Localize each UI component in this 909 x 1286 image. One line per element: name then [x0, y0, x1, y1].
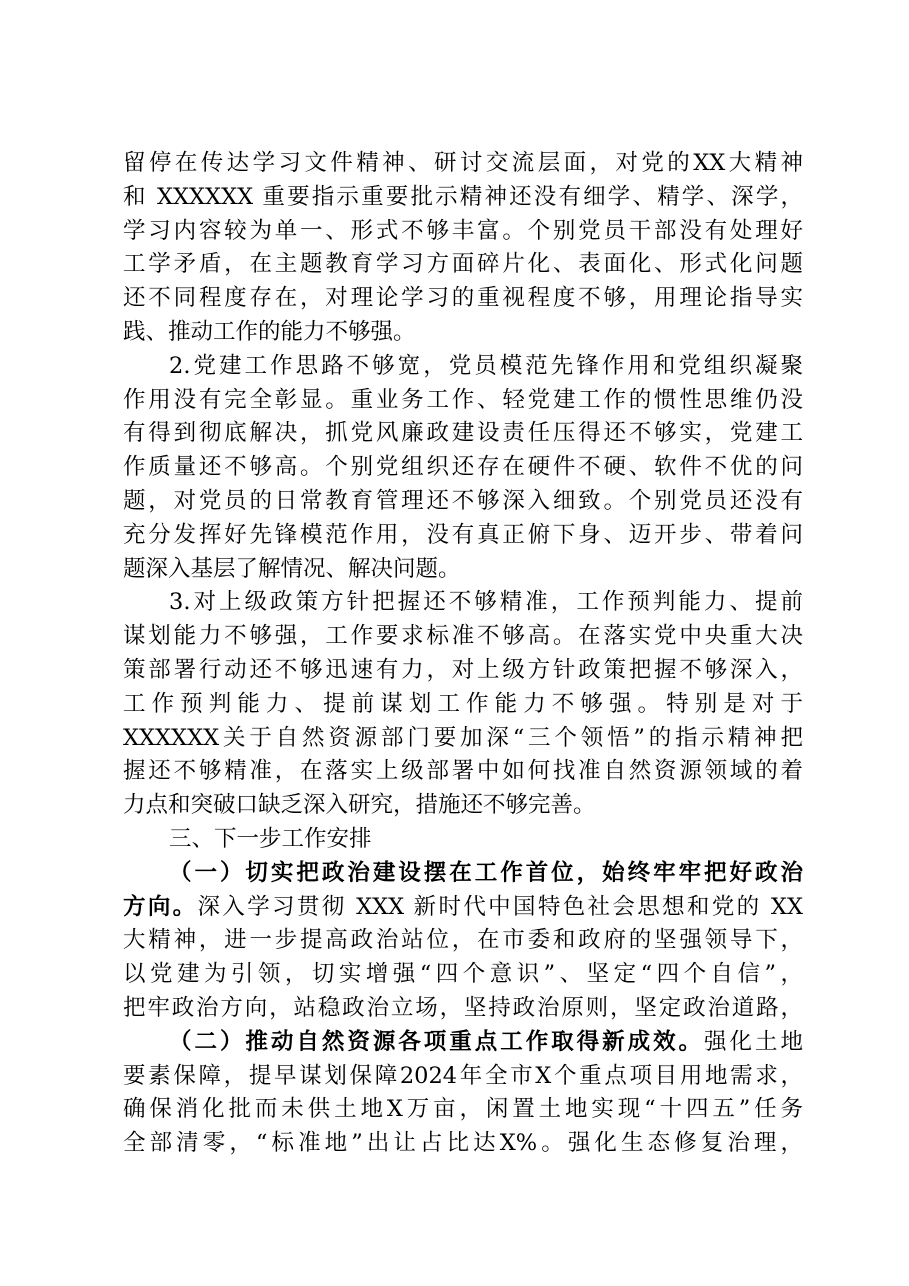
text-line: 践、推动工作的能力不够强。	[123, 318, 416, 345]
bold-lead-text: 方向。	[123, 893, 198, 920]
line-text: 深入学习贯彻 XXX 新时代中国特色社会思想和党的 XX	[197, 893, 803, 920]
line-text: 强化土地	[704, 1028, 803, 1055]
text-line: （一）切实把政治建设摆在工作首位，始终牢牢把好政治	[169, 859, 803, 886]
text-line: 全部清零，“标准地”出让占比达X%。强化生态修复治理，	[123, 1130, 803, 1157]
text-line: 作用没有完全彰显。重业务工作、轻党建工作的惯性思维仍没	[123, 386, 803, 413]
text-line: 三、下一步工作安排	[169, 825, 372, 852]
text-line: 和 XXXXXX 重要指示重要批示精神还没有细学、精学、深学，	[123, 183, 803, 210]
text-line: 有得到彻底解决，抓党风廉政建设责任压得还不够实，党建工	[123, 420, 803, 447]
text-line	[123, 1026, 803, 1060]
text-line: 握还不够精准，在落实上级部署中如何找准自然资源领域的着	[123, 758, 803, 785]
text-line: 谋划能力不够强，工作要求标准不够高。在落实党中央重大决	[123, 623, 803, 650]
text-line: 把牢政治方向，站稳政治立场，坚持政治原则，坚定政治道路，	[123, 994, 803, 1021]
text-line: 大精神，进一步提高政治站位，在市委和政府的坚强领导下，	[123, 927, 803, 954]
text-line: 还不同程度存在，对理论学习的重视程度不够，用理论指导实	[123, 285, 803, 312]
text-line: 题深入基层了解情况、解决问题。	[123, 555, 461, 582]
text-line: XXXXXX关于自然资源部门要加深“三个领悟”的指示精神把	[123, 724, 803, 751]
text-line: 学习内容较为单一、形式不够丰富。个别党员干部没有处理好	[123, 217, 803, 244]
text-line: 要素保障，提早谋划保障2024年全市X个重点项目用地需求，	[123, 1062, 803, 1089]
text-line: 作质量还不够高。个别党组织还存在硬件不硬、软件不优的问	[123, 454, 803, 481]
text-line: 题，对党员的日常教育管理还不够深入细致。个别党员还没有	[123, 487, 803, 514]
text-line: 确保消化批而未供土地X万亩，闲置土地实现“十四五”任务	[123, 1096, 803, 1123]
text-line: 3.对上级政策方针把握还不够精准，工作预判能力、提前	[169, 589, 803, 616]
text-line: 工学矛盾，在主题教育学习方面碎片化、表面化、形式化问题	[123, 251, 803, 278]
text-line: 充分发挥好先锋模范作用，没有真正俯下身、迈开步、带着问	[123, 521, 803, 548]
text-line: 2.党建工作思路不够宽，党员模范先锋作用和党组织凝聚	[169, 352, 803, 379]
text-line: 留停在传达学习文件精神、研讨交流层面，对党的XX大精神	[123, 150, 803, 176]
text-line	[123, 891, 803, 925]
text-line: 工作预判能力、提前谋划工作能力不够强。特别是对于	[123, 690, 803, 717]
text-line: 策部署行动还不够迅速有力，对上级方针政策把握不够深入，	[123, 656, 803, 683]
bold-lead-text: （二）推动自然资源各项重点工作取得新成效。	[169, 1028, 705, 1055]
text-line: 以党建为引领，切实增强“四个意识”、坚定“四个自信”，	[123, 961, 803, 988]
text-line: 力点和突破口缺乏深入研究，措施还不够完善。	[123, 792, 596, 819]
document-body	[123, 147, 803, 1161]
